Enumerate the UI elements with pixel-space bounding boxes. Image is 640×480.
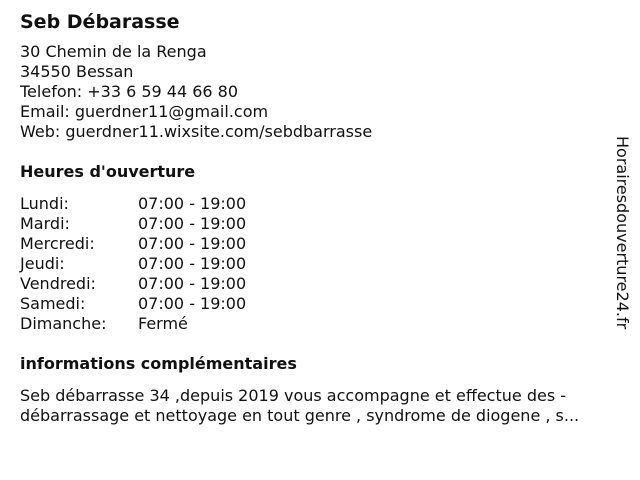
business-card [20,10,620,426]
hours-row-friday [20,274,620,294]
day-label: Dimanche: [20,314,107,333]
hours-row-sunday [20,314,620,334]
day-hours: 07:00 - 19:00 [138,294,247,313]
day-hours: 07:00 - 19:00 [138,274,247,293]
hours-row-monday [20,194,620,214]
day-label: Jeudi: [20,254,65,273]
email-text[interactable]: Email: guerdner11@gmail.com [20,102,269,121]
phone-text[interactable]: Telefon: +33 6 59 44 66 80 [20,82,239,101]
hours-row-thursday [20,254,620,274]
day-hours: 07:00 - 19:00 [138,194,247,213]
day-hours: 07:00 - 19:00 [138,234,247,253]
day-hours: Fermé [138,314,188,333]
opening-hours-list [20,194,620,334]
site-watermark: Horairesdouverture24.fr [613,136,632,330]
hours-row-wednesday [20,234,620,254]
website-text[interactable]: Web: guerdner11.wixsite.com/sebdbarrasse [20,122,373,141]
business-name: Seb Débarasse [20,11,180,33]
opening-hours-title: Heures d'ouverture [20,162,196,181]
additional-info-title: informations complémentaires [20,354,297,373]
day-hours: 07:00 - 19:00 [138,254,247,273]
hours-row-saturday [20,294,620,314]
day-label: Samedi: [20,294,86,313]
hours-row-tuesday [20,214,620,234]
day-hours: 07:00 - 19:00 [138,214,247,233]
day-label: Vendredi: [20,274,96,293]
day-label: Mardi: [20,214,70,233]
day-label: Mercredi: [20,234,95,253]
additional-info-text: Seb débarrasse 34 ,depuis 2019 vous accompagne et effectue des - débarrassage et nettoyage en tout genre , syndrome de diogene , s... [20,386,580,425]
address-line-1: 30 Chemin de la Renga [20,42,207,61]
day-label: Lundi: [20,194,69,213]
address-line-2: 34550 Bessan [20,62,134,81]
